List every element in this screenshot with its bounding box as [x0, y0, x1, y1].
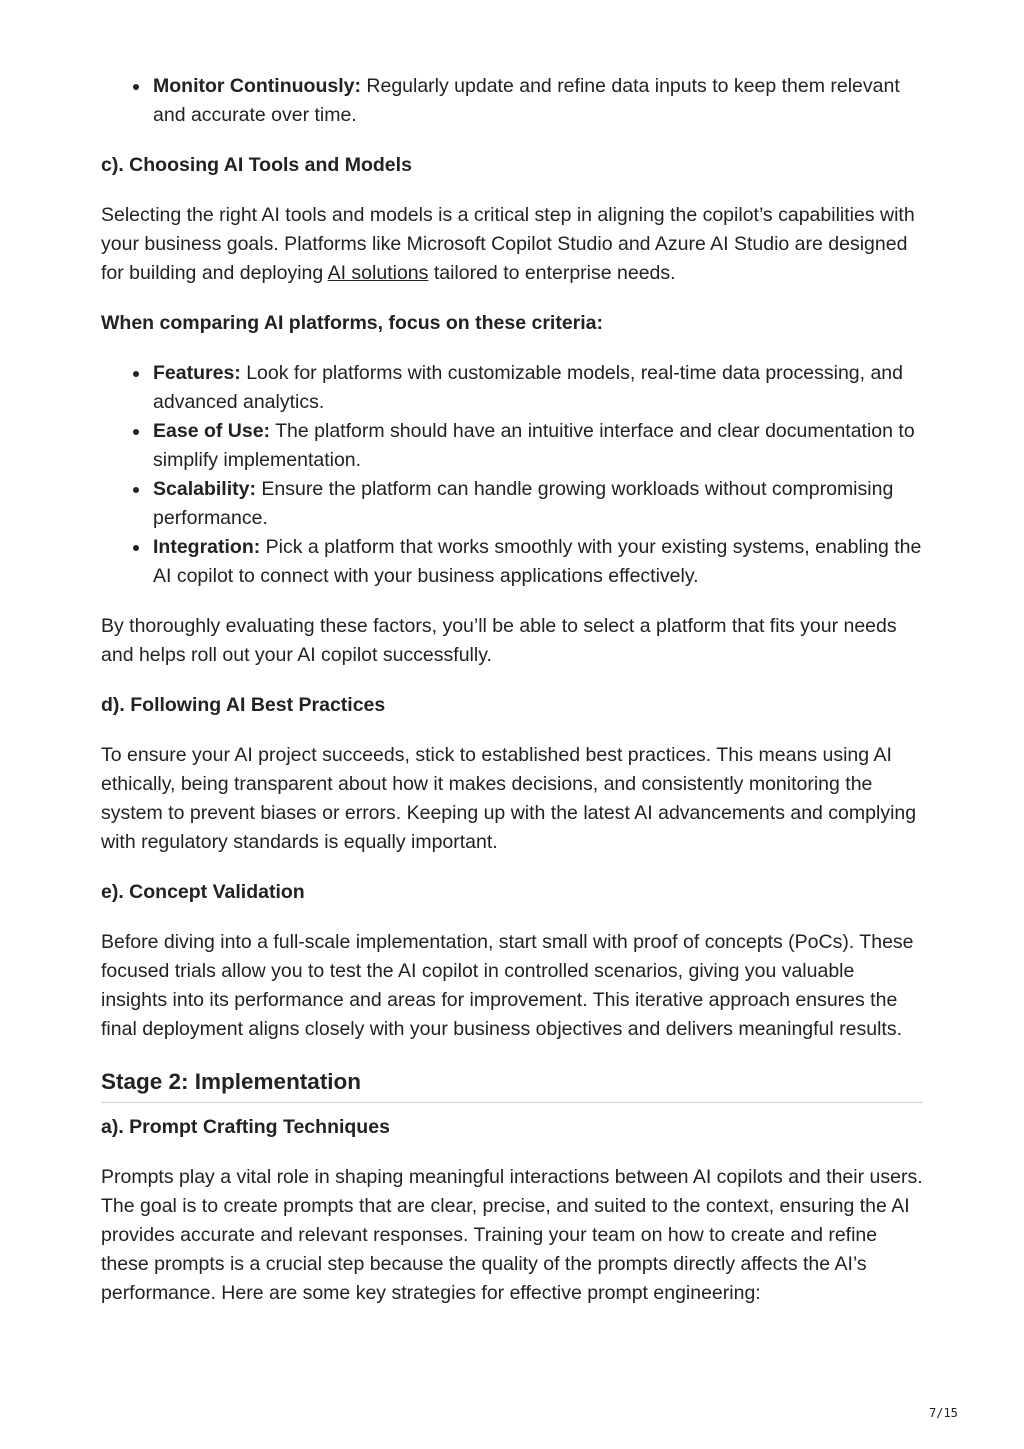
paragraph-e: Before diving into a full-scale implementation, start small with proof of concepts (PoCs). These focused trials allow you to test the AI copilot in controlled scenarios, giving you valuable insights into its performance and areas for improvement. This iterative approach ensures the final deployment aligns closely with your business objectives and delivers meaningful results.: [101, 931, 914, 1040]
ai-solutions-link[interactable]: AI solutions: [327, 262, 429, 284]
list-item-text: Pick a platform that works smoothly with your existing systems, enabling the AI copilot to connect with your business applications effectively.: [153, 536, 922, 587]
document-page: [101, 68, 923, 1308]
stage-heading: Stage 2: Implementation: [101, 1069, 362, 1094]
criteria-heading: When comparing AI platforms, focus on these criteria:: [101, 312, 604, 334]
paragraph-a: Prompts play a vital role in shaping meaningful interactions between AI copilots and their users. The goal is to create prompts that are clear, precise, and suited to the context, ensuring the AI provides accurate and relevant responses. Training your team on how to create and refine these prompts is a crucial step because the quality of the prompts directly affects the AI’s performance. Here are some key strategies for effective prompt engineering:: [101, 1166, 923, 1304]
list-item-text: The platform should have an intuitive interface and clear documentation to simplify implementation.: [153, 420, 915, 471]
list-item-text: Ensure the platform can handle growing workloads without compromising performance.: [153, 478, 894, 529]
section-heading-c: c). Choosing AI Tools and Models: [101, 154, 412, 176]
paragraph-text: Selecting the right AI tools and models is a critical step in aligning the copilot’s capabilities with your business goals. Platforms like Microsoft Copilot Studio and Azure AI Studio are designed for building and deploying: [101, 204, 915, 284]
evaluation-paragraph: By thoroughly evaluating these factors, you’ll be able to select a platform that fits your needs and helps roll out your AI copilot successfully.: [101, 615, 897, 666]
list-item-text: Look for platforms with customizable models, real-time data processing, and advanced analytics.: [153, 362, 904, 413]
list-item-label: Monitor Continuously:: [153, 75, 361, 97]
paragraph-text: tailored to enterprise needs.: [428, 262, 676, 284]
paragraph-c: [101, 201, 923, 288]
section-heading-d: d). Following AI Best Practices: [101, 694, 386, 716]
list-item-label: Ease of Use:: [153, 420, 271, 442]
heading-divider: [101, 1102, 923, 1103]
section-heading-e: e). Concept Validation: [101, 881, 305, 903]
list-item-label: Integration:: [153, 536, 261, 558]
list-item: [153, 359, 923, 417]
list-item-label: Scalability:: [153, 478, 256, 500]
section-heading-a: a). Prompt Crafting Techniques: [101, 1116, 390, 1138]
criteria-list: [101, 359, 923, 591]
list-item: [153, 417, 923, 475]
paragraph-d: To ensure your AI project succeeds, stick to established best practices. This means using AI ethically, being transparent about how it makes decisions, and consistently monitoring the system to prevent biases or errors. Keeping up with the latest AI advancements and complying with regulatory standards is equally important.: [101, 744, 917, 853]
page-number: 7/15: [929, 1406, 958, 1420]
list-item: [153, 72, 923, 130]
monitor-list: [101, 72, 923, 130]
list-item-text: Regularly update and refine data inputs to keep them relevant and accurate over time.: [153, 75, 900, 126]
list-item-label: Features:: [153, 362, 241, 384]
list-item: [153, 533, 923, 591]
list-item: [153, 475, 923, 533]
